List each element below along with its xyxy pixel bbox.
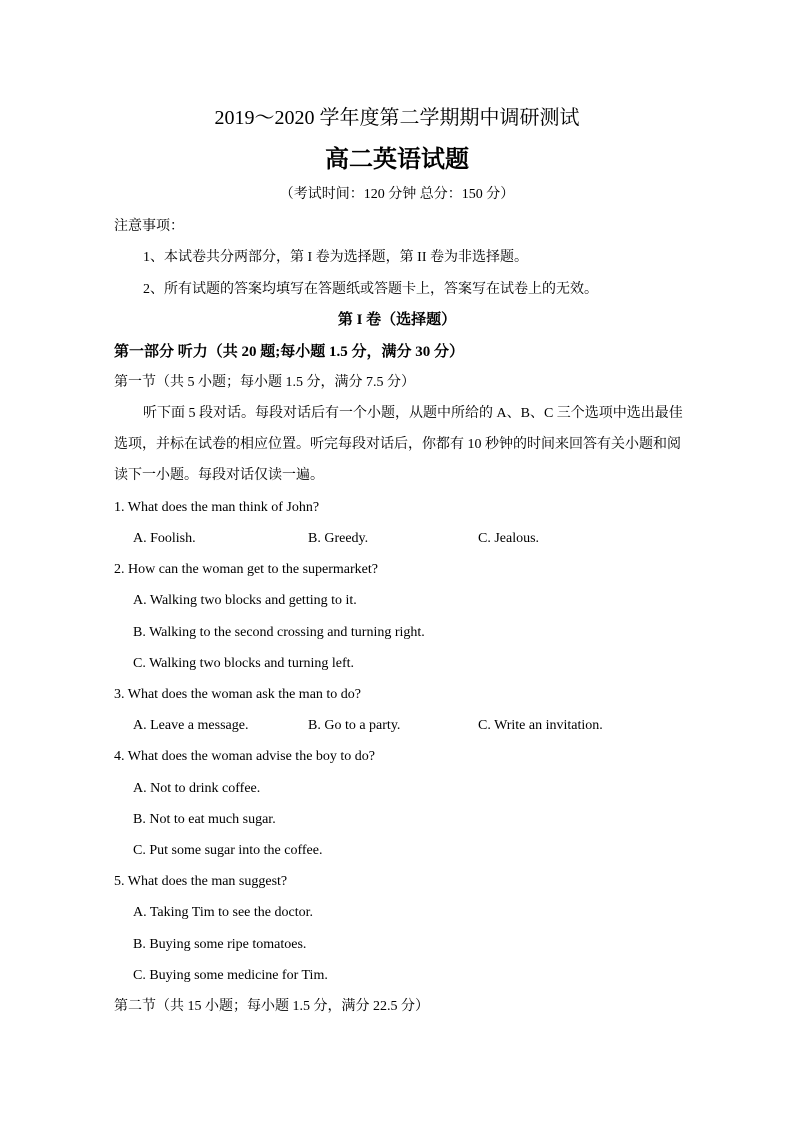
option-c: C. Write an invitation. (478, 718, 603, 733)
volume-heading: 第 I 卷（选择题） (337, 312, 457, 328)
notice-heading: 注意事项： (114, 219, 184, 234)
part1-heading: 第一部分 听力（共 20 题;每小题 1.5 分，满分 30 分） (114, 344, 464, 360)
option-b: B. Greedy. (308, 531, 369, 546)
exam-title: 2019～2020 学年度第二学期期中调研测试 (214, 107, 580, 129)
option-b: B. Walking to the second crossing and turning right. (133, 625, 425, 640)
instructions-line: 听下面 5 段对话。每段对话后有一个小题，从题中所给的 A、B、C 三个选项中选出最佳 (143, 406, 683, 421)
question-stem: 5. What does the man suggest? (114, 874, 288, 889)
question-stem: 3. What does the woman ask the man to do? (114, 687, 362, 702)
section1-heading: 第一节（共 5 小题；每小题 1.5 分，满分 7.5 分） (114, 375, 415, 390)
notice-item: 2、所有试题的答案均填写在答题纸或答题卡上，答案写在试卷上的无效。 (143, 282, 598, 297)
option-a: A. Taking Tim to see the doctor. (133, 905, 313, 920)
instructions-line: 选项，并标在试卷的相应位置。听完每段对话后，你都有 10 秒钟的时间来回答有关小题和阅 (114, 437, 681, 452)
option-a: A. Not to drink coffee. (133, 781, 261, 796)
option-c: C. Put some sugar into the coffee. (133, 843, 323, 858)
option-a: A. Foolish. (133, 531, 196, 546)
instructions-line: 读下一小题。每段对话仅读一遍。 (114, 468, 324, 483)
option-a: A. Walking two blocks and getting to it. (133, 593, 357, 608)
question-stem: 1. What does the man think of John? (114, 500, 320, 515)
option-a: A. Leave a message. (133, 718, 249, 733)
question-stem: 2. How can the woman get to the supermarket? (114, 562, 378, 577)
section2-heading: 第二节（共 15 小题；每小题 1.5 分，满分 22.5 分） (114, 999, 429, 1014)
option-c: C. Walking two blocks and turning left. (133, 656, 355, 671)
subject-title: 高二英语试题 (325, 147, 469, 173)
option-b: B. Not to eat much sugar. (133, 812, 276, 827)
option-c: C. Buying some medicine for Tim. (133, 968, 328, 983)
option-c: C. Jealous. (478, 531, 540, 546)
question-stem: 4. What does the woman advise the boy to do? (114, 749, 376, 764)
notice-item: 1、本试卷共分两部分，第 I 卷为选择题，第 II 卷为非选择题。 (143, 250, 528, 265)
option-b: B. Go to a party. (308, 718, 401, 733)
exam-info: （考试时间：120 分钟 总分：150 分） (279, 187, 515, 202)
option-b: B. Buying some ripe tomatoes. (133, 937, 307, 952)
